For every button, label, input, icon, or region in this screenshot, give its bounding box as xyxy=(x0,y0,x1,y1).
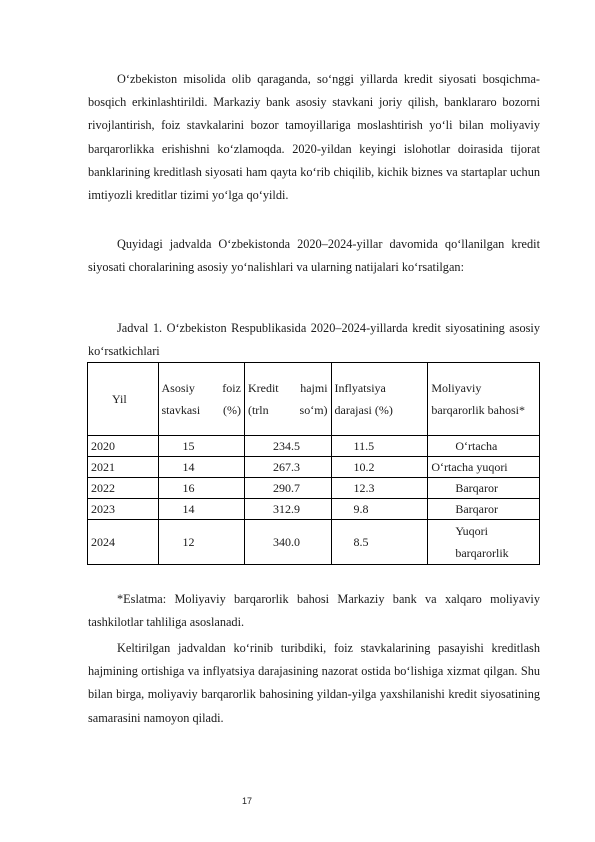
cell-inflation: 10.2 xyxy=(331,457,428,478)
body-paragraph-intro: O‘zbekiston misolida olib qaraganda, so‘nggi yillarda kredit siyosati bosqichma-bosqich erkinlashtirildi. Markaziy bank asosiy stavkani joriy qilish, banklararo bozorni rivojlantirish, foiz stavkalarini bozor tamoyillariga moslashtirish yo‘li bilan moliyaviy barqarorlikka erishishni ko‘zlamoqda. 2020-yildan keyingi islohotlar doirasida tijorat banklarining kreditlash siyosati ham qayta ko‘rib chiqilib, kichik biznes va startaplar uchun imtiyozli kreditlar tizimi yo‘lga qo‘yildi. xyxy=(88,72,540,203)
table-caption: Jadval 1. O‘zbekiston Respublikasida 2020–2024-yillarda kredit siyosatining asosiy ko‘rsatkichlari xyxy=(88,321,540,359)
cell-rate: 15 xyxy=(158,436,244,457)
cell-inflation: 9.8 xyxy=(331,499,428,520)
cell-stability: O‘rtacha yuqori xyxy=(428,457,540,478)
header-credit-volume: Kredit hajmi (trln so‘m) xyxy=(244,363,331,436)
cell-stability: Yuqori barqarorlik xyxy=(428,520,540,565)
cell-rate: 14 xyxy=(158,499,244,520)
cell-volume: 267.3 xyxy=(244,457,331,478)
cell-year: 2020 xyxy=(88,436,159,457)
header-year: Yil xyxy=(88,363,159,436)
header-key-rate: Asosiy foiz stavkasi (%) xyxy=(158,363,244,436)
table-row xyxy=(88,478,540,499)
cell-volume: 290.7 xyxy=(244,478,331,499)
cell-rate: 14 xyxy=(158,457,244,478)
table-row xyxy=(88,457,540,478)
table-footnote: *Eslatma: Moliyaviy barqarorlik bahosi Markaziy bank va xalqaro moliyaviy tashkilotlar tahliliga asoslanadi. xyxy=(88,592,540,630)
cell-volume: 312.9 xyxy=(244,499,331,520)
cell-volume: 234.5 xyxy=(244,436,331,457)
header-stability-rating: Moliyaviy barqarorlik bahosi* xyxy=(428,363,540,436)
credit-policy-table xyxy=(87,362,540,565)
cell-year: 2021 xyxy=(88,457,159,478)
body-paragraph-table-intro: Quyidagi jadvalda O‘zbekistonda 2020–2024-yillar davomida qo‘llanilgan kredit siyosati choralarining asosiy yo‘nalishlari va ularning natijalari ko‘rsatilgan: xyxy=(88,237,540,275)
cell-rate: 16 xyxy=(158,478,244,499)
body-paragraph-conclusion: Keltirilgan jadvaldan ko‘rinib turibdiki, foiz stavkalarining pasayishi kreditlash hajmining ortishiga va inflyatsiya darajasining nazorat ostida bo‘lishiga xizmat qilgan. Shu bilan birga, moliyaviy barqarorlik bahosining yildan-yilga yaxshilanishi kredit siyosatining samarasini namoyon qiladi. xyxy=(88,641,540,725)
header-inflation: Inflyatsiya darajasi (%) xyxy=(331,363,428,436)
cell-stability: Barqaror xyxy=(428,499,540,520)
cell-inflation: 8.5 xyxy=(331,520,428,565)
table-row xyxy=(88,436,540,457)
cell-volume: 340.0 xyxy=(244,520,331,565)
cell-year: 2024 xyxy=(88,520,159,565)
cell-year: 2022 xyxy=(88,478,159,499)
cell-stability: O‘rtacha xyxy=(428,436,540,457)
cell-inflation: 11.5 xyxy=(331,436,428,457)
table-row xyxy=(88,499,540,520)
table-row xyxy=(88,520,540,565)
page-number: 17 xyxy=(242,796,253,806)
table-header-row xyxy=(88,363,540,436)
cell-year: 2023 xyxy=(88,499,159,520)
cell-stability: Barqaror xyxy=(428,478,540,499)
cell-inflation: 12.3 xyxy=(331,478,428,499)
cell-rate: 12 xyxy=(158,520,244,565)
